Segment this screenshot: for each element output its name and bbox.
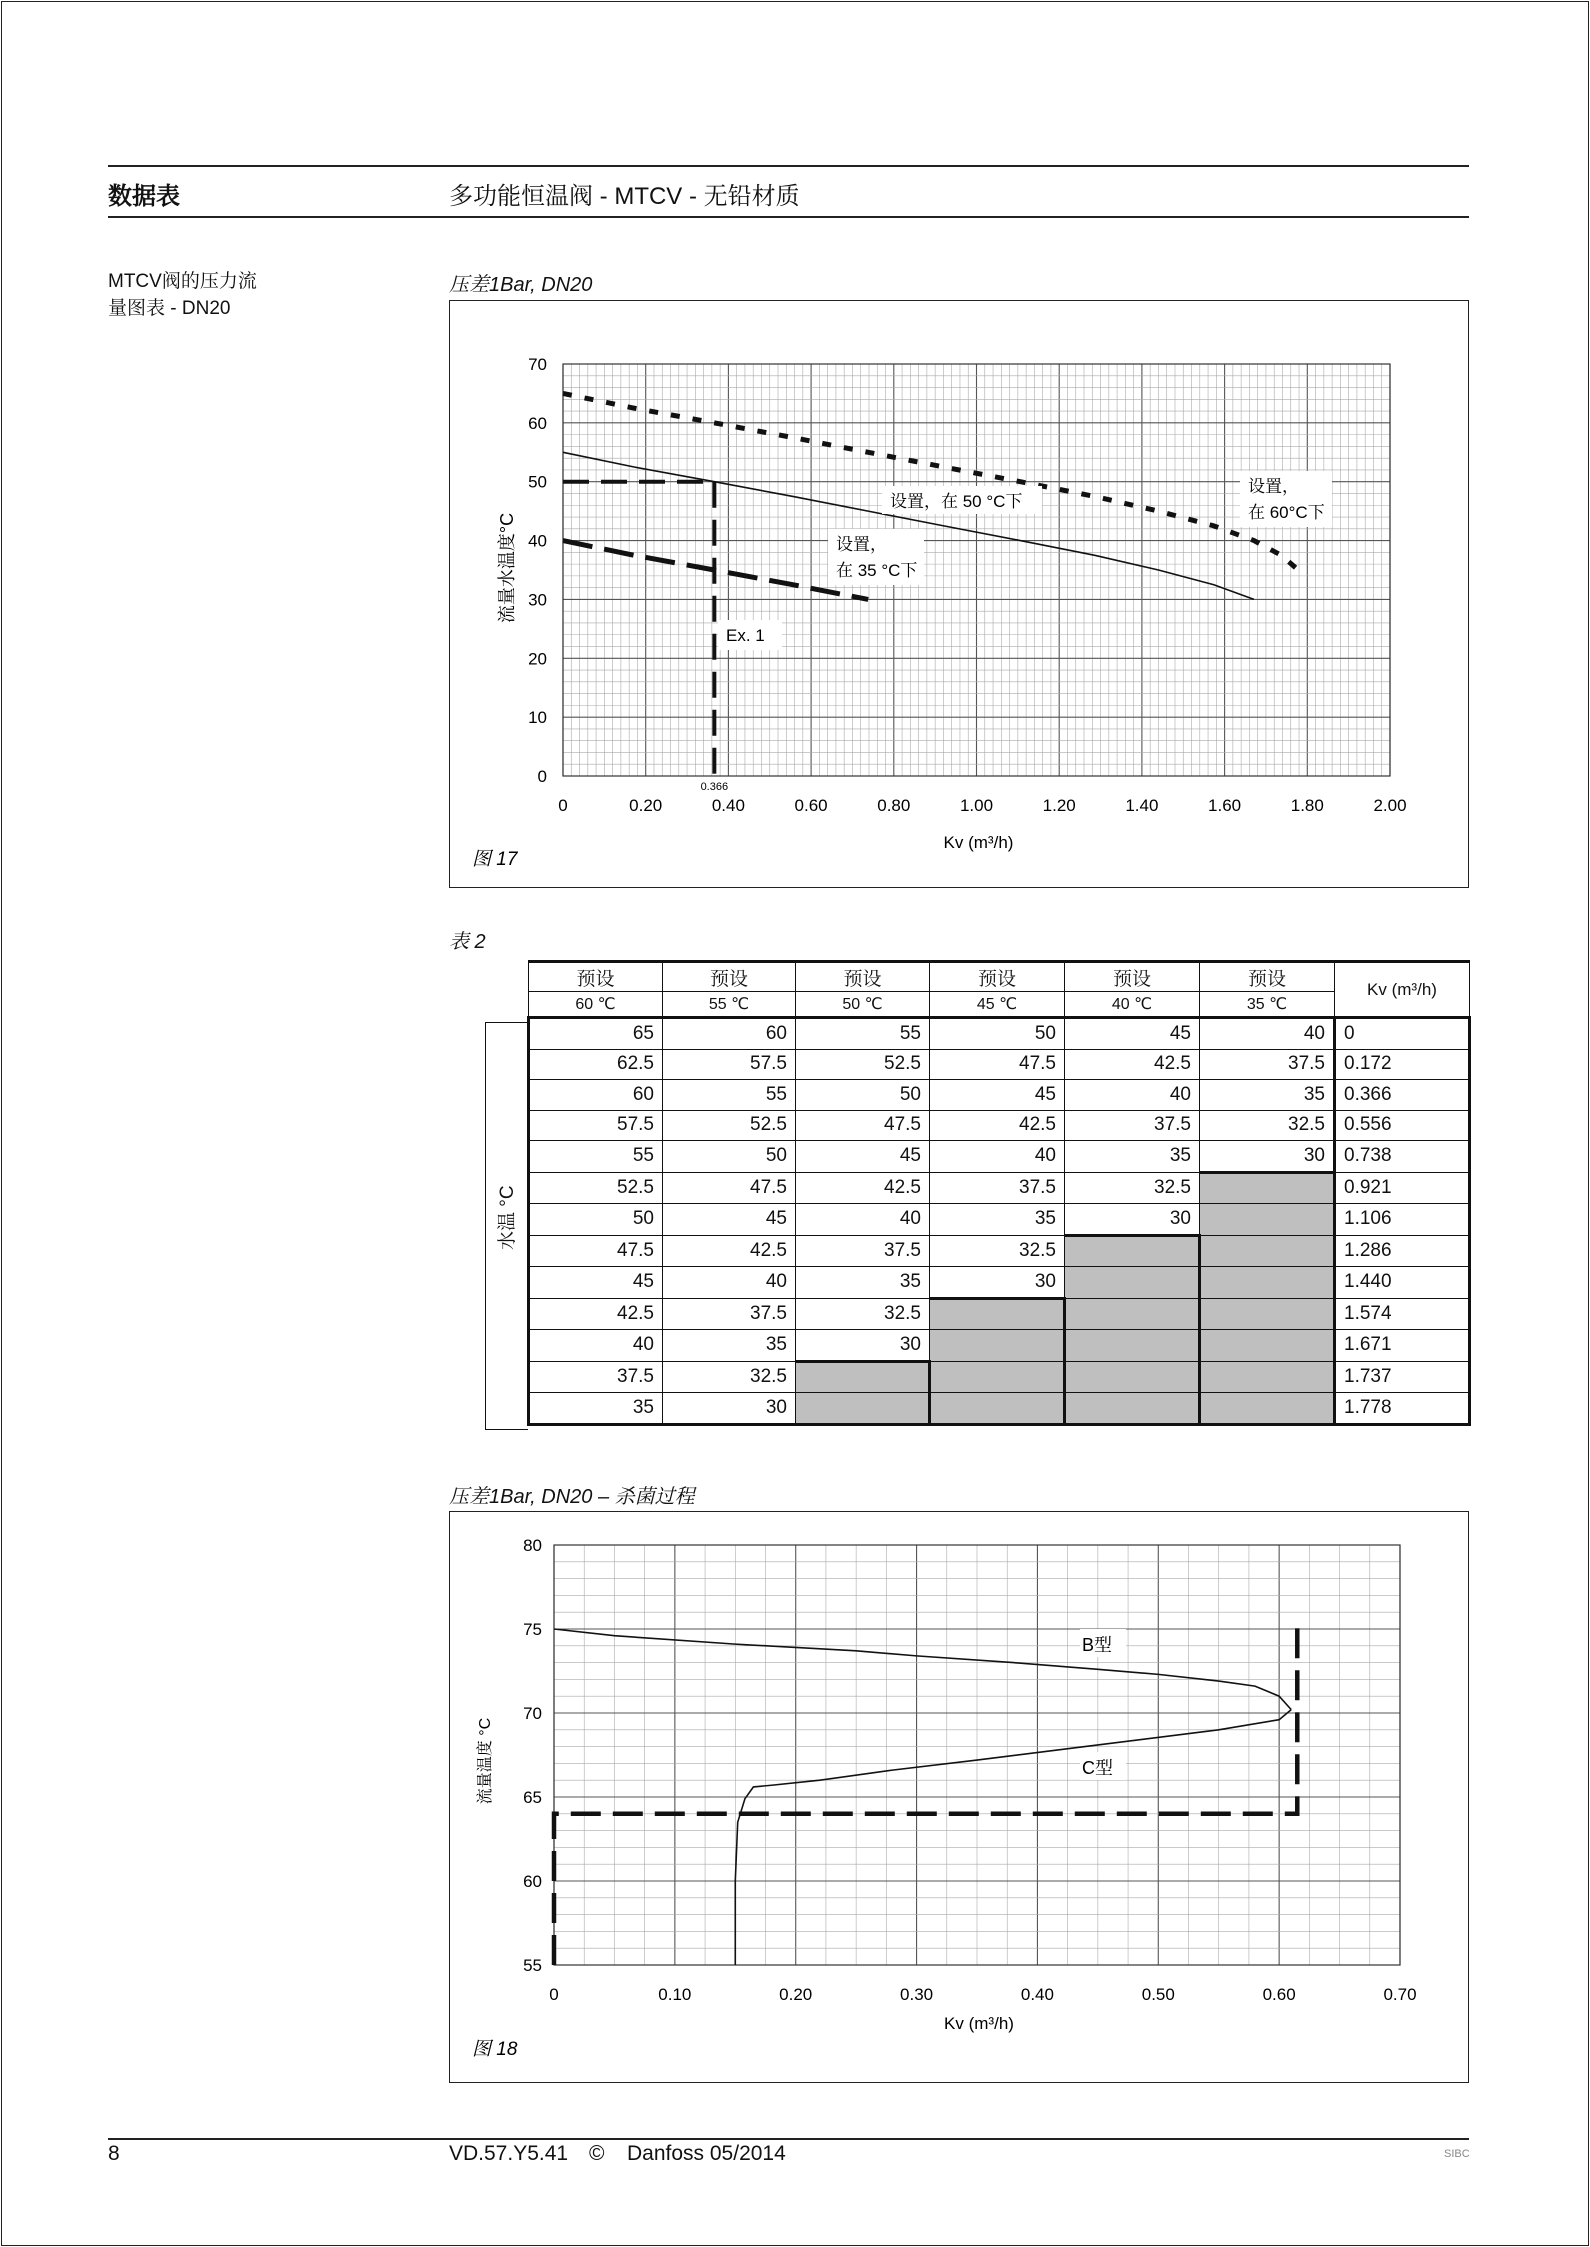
- table-cell: 50: [796, 1080, 930, 1111]
- table-cell: 30: [796, 1330, 930, 1362]
- table2-header-row: [529, 962, 1470, 992]
- table-cell: 45: [1065, 1018, 1200, 1050]
- table-cell: [1065, 1361, 1200, 1393]
- table2-header-sub: 45 ℃: [930, 992, 1065, 1018]
- table-row: [529, 1049, 1470, 1080]
- table-row: [529, 1393, 1470, 1425]
- y-tick-label: 60: [528, 413, 547, 433]
- table-cell: [930, 1361, 1065, 1393]
- kv-cell: 1.778: [1335, 1393, 1470, 1425]
- x-tick-label: 1.20: [1042, 796, 1076, 815]
- kv-cell: 1.106: [1335, 1204, 1470, 1236]
- x-axis-label: Kv (m³/h): [943, 833, 1014, 852]
- table-cell: [1200, 1204, 1335, 1236]
- table-row: [529, 1204, 1470, 1236]
- side-caption: [108, 268, 358, 322]
- table-cell: 47.5: [796, 1110, 930, 1141]
- table2-header-top: 预设: [1200, 962, 1335, 992]
- example-marker-label: 0.366: [700, 781, 729, 793]
- table-row: [529, 1080, 1470, 1111]
- table-cell: 32.5: [930, 1235, 1065, 1267]
- table-cell: [1200, 1361, 1335, 1393]
- document-code: VD.57.Y5.41: [449, 2142, 569, 2165]
- table-cell: 62.5: [529, 1049, 663, 1080]
- table2-body: [529, 1018, 1470, 1425]
- table-cell: 57.5: [529, 1110, 663, 1141]
- table-cell: 40: [529, 1330, 663, 1362]
- table-cell: 37.5: [1065, 1110, 1200, 1141]
- y-axis-label: 流量温度 °C: [477, 1717, 494, 1805]
- x-tick-label: 0: [549, 1985, 559, 2004]
- table-cell: [1065, 1235, 1200, 1267]
- x-tick-label: 1.00: [959, 796, 994, 815]
- table2: [527, 960, 1471, 1426]
- y-tick-label: 65: [523, 1788, 542, 1807]
- table-cell: 60: [529, 1080, 663, 1111]
- annotation-text: Ex. 1: [726, 626, 765, 645]
- copyright-symbol: ©: [589, 2142, 605, 2165]
- footer-code: SIBC: [1444, 2148, 1470, 2160]
- x-tick-label: 0.40: [711, 796, 745, 815]
- table-cell: 40: [663, 1267, 796, 1299]
- table-cell: 47.5: [529, 1235, 663, 1267]
- figure17-label: 图 17: [472, 849, 518, 870]
- table-cell: 45: [796, 1141, 930, 1173]
- x-tick-label: 2.00: [1373, 796, 1407, 815]
- x-tick-label: 0.30: [900, 1985, 934, 2004]
- table-cell: 37.5: [796, 1235, 930, 1267]
- x-tick-label: 0.70: [1383, 1985, 1417, 2004]
- table-row: [529, 1267, 1470, 1299]
- table-cell: 30: [930, 1267, 1065, 1299]
- table-cell: 35: [930, 1204, 1065, 1236]
- table-cell: 35: [1200, 1080, 1335, 1111]
- table2-header-sub: 35 ℃: [1200, 992, 1335, 1018]
- table-row: [529, 1110, 1470, 1141]
- kv-cell: 0.366: [1335, 1080, 1470, 1111]
- y-axis-label: 流量水温度°C: [497, 512, 517, 624]
- annotation-text: 在 35 °C下: [836, 561, 918, 580]
- y-tick-label: 55: [523, 1956, 542, 1975]
- table-cell: 37.5: [1200, 1049, 1335, 1080]
- table-cell: 42.5: [1065, 1049, 1200, 1080]
- table-cell: [1065, 1298, 1200, 1330]
- kv-cell: 0.921: [1335, 1172, 1470, 1204]
- kv-cell: 0.738: [1335, 1141, 1470, 1173]
- table2-header-top: 预设: [529, 962, 663, 992]
- y-tick-label: 10: [528, 708, 547, 728]
- y-tick-label: 70: [528, 355, 547, 374]
- table-cell: 42.5: [930, 1110, 1065, 1141]
- table-cell: 45: [663, 1204, 796, 1236]
- figure18-chart: [450, 1512, 1468, 2082]
- table-cell: [1200, 1393, 1335, 1425]
- table2-header-sub: 55 ℃: [663, 992, 796, 1018]
- table2-kv-header: Kv (m³/h): [1335, 962, 1470, 1018]
- table-cell: 42.5: [529, 1298, 663, 1330]
- table-cell: [1200, 1172, 1335, 1204]
- brand-date: Danfoss 05/2014: [627, 2142, 786, 2165]
- table-row: [529, 1018, 1470, 1050]
- side-caption-line-2: 量图表 - DN20: [108, 298, 231, 319]
- table-cell: 45: [529, 1267, 663, 1299]
- table-cell: 40: [1065, 1080, 1200, 1111]
- table-cell: 37.5: [663, 1298, 796, 1330]
- table-row: [529, 1330, 1470, 1362]
- x-tick-label: 0: [558, 796, 568, 815]
- kv-cell: 1.737: [1335, 1361, 1470, 1393]
- table-row: [529, 1298, 1470, 1330]
- table-cell: 50: [529, 1204, 663, 1236]
- header-bottom-rule: [108, 216, 1469, 218]
- series-line: [554, 1629, 1291, 1710]
- x-tick-label: 0.60: [1262, 1985, 1296, 2004]
- table-cell: [796, 1393, 930, 1425]
- annotation-text: 设置，在 50 °C下: [890, 492, 1023, 511]
- table-cell: [930, 1330, 1065, 1362]
- table-cell: 47.5: [663, 1172, 796, 1204]
- table-cell: 50: [663, 1141, 796, 1173]
- kv-cell: 1.671: [1335, 1330, 1470, 1362]
- side-caption-line-1: MTCV阀的压力流: [108, 271, 257, 292]
- figure17-caption: 压差1Bar, DN20: [449, 274, 593, 296]
- table-cell: 55: [796, 1018, 930, 1050]
- table-cell: 52.5: [796, 1049, 930, 1080]
- table-cell: [930, 1393, 1065, 1425]
- annotation-text: C型: [1082, 1758, 1113, 1778]
- y-tick-label: 0: [537, 767, 547, 786]
- table-row: [529, 1172, 1470, 1204]
- table-cell: [930, 1298, 1065, 1330]
- table-cell: 42.5: [796, 1172, 930, 1204]
- kv-cell: 0.172: [1335, 1049, 1470, 1080]
- table-cell: [1200, 1330, 1335, 1362]
- table-cell: 37.5: [529, 1361, 663, 1393]
- y-tick-label: 60: [523, 1872, 542, 1891]
- table2-header-top: 预设: [796, 962, 930, 992]
- annotation-text: B型: [1082, 1635, 1113, 1655]
- table-cell: 52.5: [663, 1110, 796, 1141]
- kv-cell: 1.574: [1335, 1298, 1470, 1330]
- y-tick-label: 75: [523, 1620, 542, 1639]
- footer-rule: [108, 2138, 1469, 2140]
- table2-side-label: 水温 °C: [497, 1185, 518, 1250]
- kv-cell: 0.556: [1335, 1110, 1470, 1141]
- x-tick-label: 1.60: [1208, 796, 1242, 815]
- table-cell: [796, 1361, 930, 1393]
- x-tick-label: 0.40: [1020, 1985, 1054, 2004]
- table-cell: [1200, 1298, 1335, 1330]
- table-cell: 57.5: [663, 1049, 796, 1080]
- x-tick-label: 0.10: [658, 1985, 692, 2004]
- table2-header-top: 预设: [1065, 962, 1200, 992]
- table-cell: [1065, 1330, 1200, 1362]
- y-tick-label: 80: [523, 1536, 542, 1555]
- table-cell: 45: [930, 1080, 1065, 1111]
- table-cell: 30: [1200, 1141, 1335, 1173]
- table-cell: 35: [529, 1393, 663, 1425]
- table-row: [529, 1235, 1470, 1267]
- kv-cell: 1.286: [1335, 1235, 1470, 1267]
- figure18-frame: [449, 1511, 1469, 2083]
- x-tick-label: 0.20: [779, 1985, 813, 2004]
- table-cell: 55: [529, 1141, 663, 1173]
- table-cell: 35: [796, 1267, 930, 1299]
- table-cell: 40: [930, 1141, 1065, 1173]
- table-cell: [1065, 1267, 1200, 1299]
- table-cell: 32.5: [1065, 1172, 1200, 1204]
- table-cell: 65: [529, 1018, 663, 1050]
- y-tick-label: 30: [528, 590, 547, 610]
- series-line: [735, 1710, 1291, 1965]
- table-cell: [1200, 1235, 1335, 1267]
- table-cell: [1065, 1393, 1200, 1425]
- figure18-caption: 压差1Bar, DN20 – 杀菌过程: [449, 1486, 695, 1508]
- table-cell: 32.5: [796, 1298, 930, 1330]
- header-top-rule: [108, 165, 1469, 167]
- annotation-text: 设置，: [836, 535, 887, 554]
- table-cell: 55: [663, 1080, 796, 1111]
- table2-header-top: 预设: [930, 962, 1065, 992]
- table-row: [529, 1361, 1470, 1393]
- page-number: 8: [108, 2142, 120, 2165]
- x-tick-label: 1.40: [1125, 796, 1159, 815]
- x-tick-label: 0.20: [629, 796, 663, 815]
- table2-header-sub: 40 ℃: [1065, 992, 1200, 1018]
- figure17-frame: [449, 300, 1469, 888]
- y-tick-label: 50: [528, 472, 547, 492]
- table-cell: 32.5: [663, 1361, 796, 1393]
- section-title: 数据表: [108, 183, 180, 210]
- table2-header-top: 预设: [663, 962, 796, 992]
- table-cell: 37.5: [930, 1172, 1065, 1204]
- table-cell: 60: [663, 1018, 796, 1050]
- kv-cell: 1.440: [1335, 1267, 1470, 1299]
- x-tick-label: 0.60: [794, 796, 828, 815]
- table-cell: 30: [663, 1393, 796, 1425]
- table-cell: 35: [1065, 1141, 1200, 1173]
- page-title: 多功能恒温阀 - MTCV - 无铅材质: [449, 183, 800, 210]
- figure17-chart: [450, 301, 1468, 887]
- table-cell: 50: [930, 1018, 1065, 1050]
- table2-header-sub: 50 ℃: [796, 992, 930, 1018]
- table-cell: [1200, 1267, 1335, 1299]
- figure18-label: 图 18: [472, 2039, 518, 2060]
- y-tick-label: 20: [528, 649, 547, 669]
- limit-line: [554, 1626, 1297, 1965]
- x-tick-label: 1.80: [1290, 796, 1324, 815]
- kv-cell: 0: [1335, 1018, 1470, 1050]
- x-tick-label: 0.50: [1141, 1985, 1175, 2004]
- x-tick-label: 0.80: [877, 796, 911, 815]
- table-cell: 42.5: [663, 1235, 796, 1267]
- table-cell: 32.5: [1200, 1110, 1335, 1141]
- table-cell: 52.5: [529, 1172, 663, 1204]
- x-axis-label: Kv (m³/h): [944, 2014, 1014, 2033]
- annotation-text: 设置，: [1248, 477, 1299, 496]
- table2-caption: 表 2: [449, 931, 486, 953]
- table2-header-sub: 60 ℃: [529, 992, 663, 1018]
- table-cell: 47.5: [930, 1049, 1065, 1080]
- table-cell: 40: [1200, 1018, 1335, 1050]
- annotation-text: 在 60°C下: [1248, 503, 1325, 522]
- y-tick-label: 40: [528, 531, 547, 551]
- table-cell: 30: [1065, 1204, 1200, 1236]
- table-cell: 35: [663, 1330, 796, 1362]
- table-cell: 40: [796, 1204, 930, 1236]
- y-tick-label: 70: [523, 1704, 542, 1723]
- table2-subheader-row: [529, 992, 1470, 1018]
- table-row: [529, 1141, 1470, 1173]
